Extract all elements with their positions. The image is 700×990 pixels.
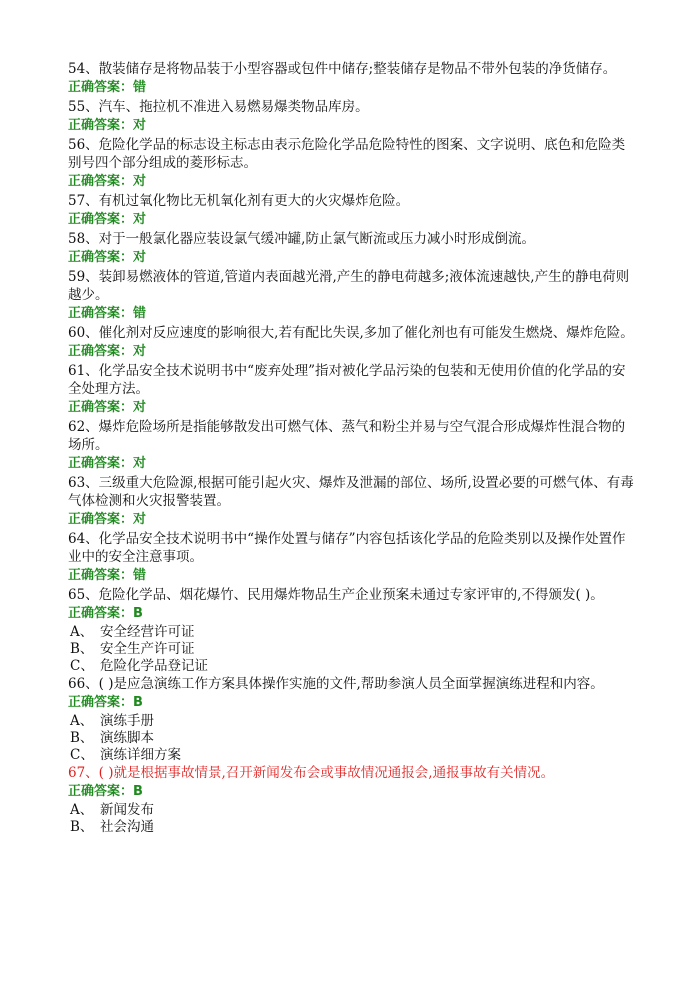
question-item: [68, 675, 638, 764]
question-item: [68, 98, 638, 135]
correct-answer: 正确答案：错: [68, 306, 147, 321]
answer-option: [68, 624, 638, 641]
question-text: 59、装卸易燃液体的管道,管道内表面越光滑,产生的静电荷越多;液体流速越快,产生的静电荷则越少。: [68, 269, 630, 303]
question-text: 63、三级重大危险源,根据可能引起火灾、爆炸及泄漏的部位、场所,设置必要的可燃气体、有毒气体检测和火灾报警装置。: [68, 475, 634, 509]
answer-option: [68, 802, 638, 819]
correct-answer: 正确答案：对: [68, 250, 147, 265]
correct-answer: 正确答案：对: [68, 174, 147, 189]
correct-answer: 正确答案：对: [68, 512, 147, 527]
question-item: [68, 362, 638, 417]
answer-option: [68, 713, 638, 730]
option-text: 危险化学品登记证: [100, 658, 208, 674]
question-list: [68, 60, 638, 836]
correct-answer: 正确答案：对: [68, 212, 147, 227]
question-text: 54、散装储存是将物品装于小型容器或包件中储存;整装储存是物品不带外包装的净货储存。: [68, 61, 617, 77]
question-item: [68, 530, 638, 585]
option-label: B、: [70, 730, 94, 746]
correct-answer: 正确答案：错: [68, 568, 147, 583]
question-item: [68, 230, 638, 267]
question-text: 58、对于一般氯化器应装设氯气缓冲罐,防止氯气断流或压力减小时形成倒流。: [68, 231, 535, 247]
option-text: 安全生产许可证: [100, 641, 195, 657]
question-item: [68, 474, 638, 529]
question-text: 65、危险化学品、烟花爆竹、民用爆炸物品生产企业预案未通过专家评审的,不得颁发( )。: [68, 587, 604, 603]
option-label: A、: [70, 713, 94, 729]
correct-answer: 正确答案：对: [68, 344, 147, 359]
option-text: 安全经营许可证: [100, 624, 195, 640]
correct-answer: 正确答案：B: [68, 784, 143, 799]
answer-option: [68, 730, 638, 747]
question-text: 61、化学品安全技术说明书中“废弃处理”指对被化学品污染的包装和无使用价值的化学品的安全处理方法。: [68, 363, 626, 397]
correct-answer: 正确答案：对: [68, 118, 147, 133]
question-item: [68, 192, 638, 229]
option-label: C、: [70, 747, 94, 763]
question-text: 67、( )就是根据事故情景,召开新闻发布会或事故情况通报会,通报事故有关情况。: [68, 765, 555, 781]
question-item: [68, 268, 638, 323]
option-label: C、: [70, 658, 94, 674]
question-item: [68, 764, 638, 836]
question-text: 66、( )是应急演练工作方案具体操作实施的文件,帮助参演人员全面掌握演练进程和内容。: [68, 676, 604, 692]
option-label: B、: [70, 641, 94, 657]
question-text: 62、爆炸危险场所是指能够散发出可燃气体、蒸气和粉尘并易与空气混合形成爆炸性混合物的场所。: [68, 419, 626, 453]
correct-answer: 正确答案：B: [68, 606, 143, 621]
question-text: 64、化学品安全技术说明书中“操作处置与储存”内容包括该化学品的危险类别以及操作处置作业中的安全注意事项。: [68, 531, 626, 565]
correct-answer: 正确答案：对: [68, 456, 147, 471]
question-text: 55、汽车、拖拉机不准进入易燃易爆类物品库房。: [68, 99, 369, 115]
question-item: [68, 586, 638, 675]
answer-option: [68, 819, 638, 836]
correct-answer: 正确答案：错: [68, 80, 147, 95]
option-text: 演练脚本: [100, 730, 154, 746]
option-text: 新闻发布: [100, 802, 154, 818]
question-text: 57、有机过氧化物比无机氧化剂有更大的火灾爆炸危险。: [68, 193, 410, 209]
question-item: [68, 60, 638, 97]
answer-option: [68, 747, 638, 764]
answer-option: [68, 641, 638, 658]
question-text: 60、催化剂对反应速度的影响很大,若有配比失误,多加了催化剂也有可能发生燃烧、爆炸危险。: [68, 325, 634, 341]
correct-answer: 正确答案：对: [68, 400, 147, 415]
option-label: A、: [70, 802, 94, 818]
question-text: 56、危险化学品的标志设主标志由表示危险化学品危险特性的图案、文字说明、底色和危险类别号四个部分组成的菱形标志。: [68, 137, 626, 171]
question-item: [68, 324, 638, 361]
question-item: [68, 136, 638, 191]
option-label: A、: [70, 624, 94, 640]
option-text: 演练详细方案: [100, 747, 181, 763]
correct-answer: 正确答案：B: [68, 695, 143, 710]
option-text: 社会沟通: [100, 819, 154, 835]
answer-option: [68, 658, 638, 675]
option-label: B、: [70, 819, 94, 835]
option-text: 演练手册: [100, 713, 154, 729]
question-item: [68, 418, 638, 473]
